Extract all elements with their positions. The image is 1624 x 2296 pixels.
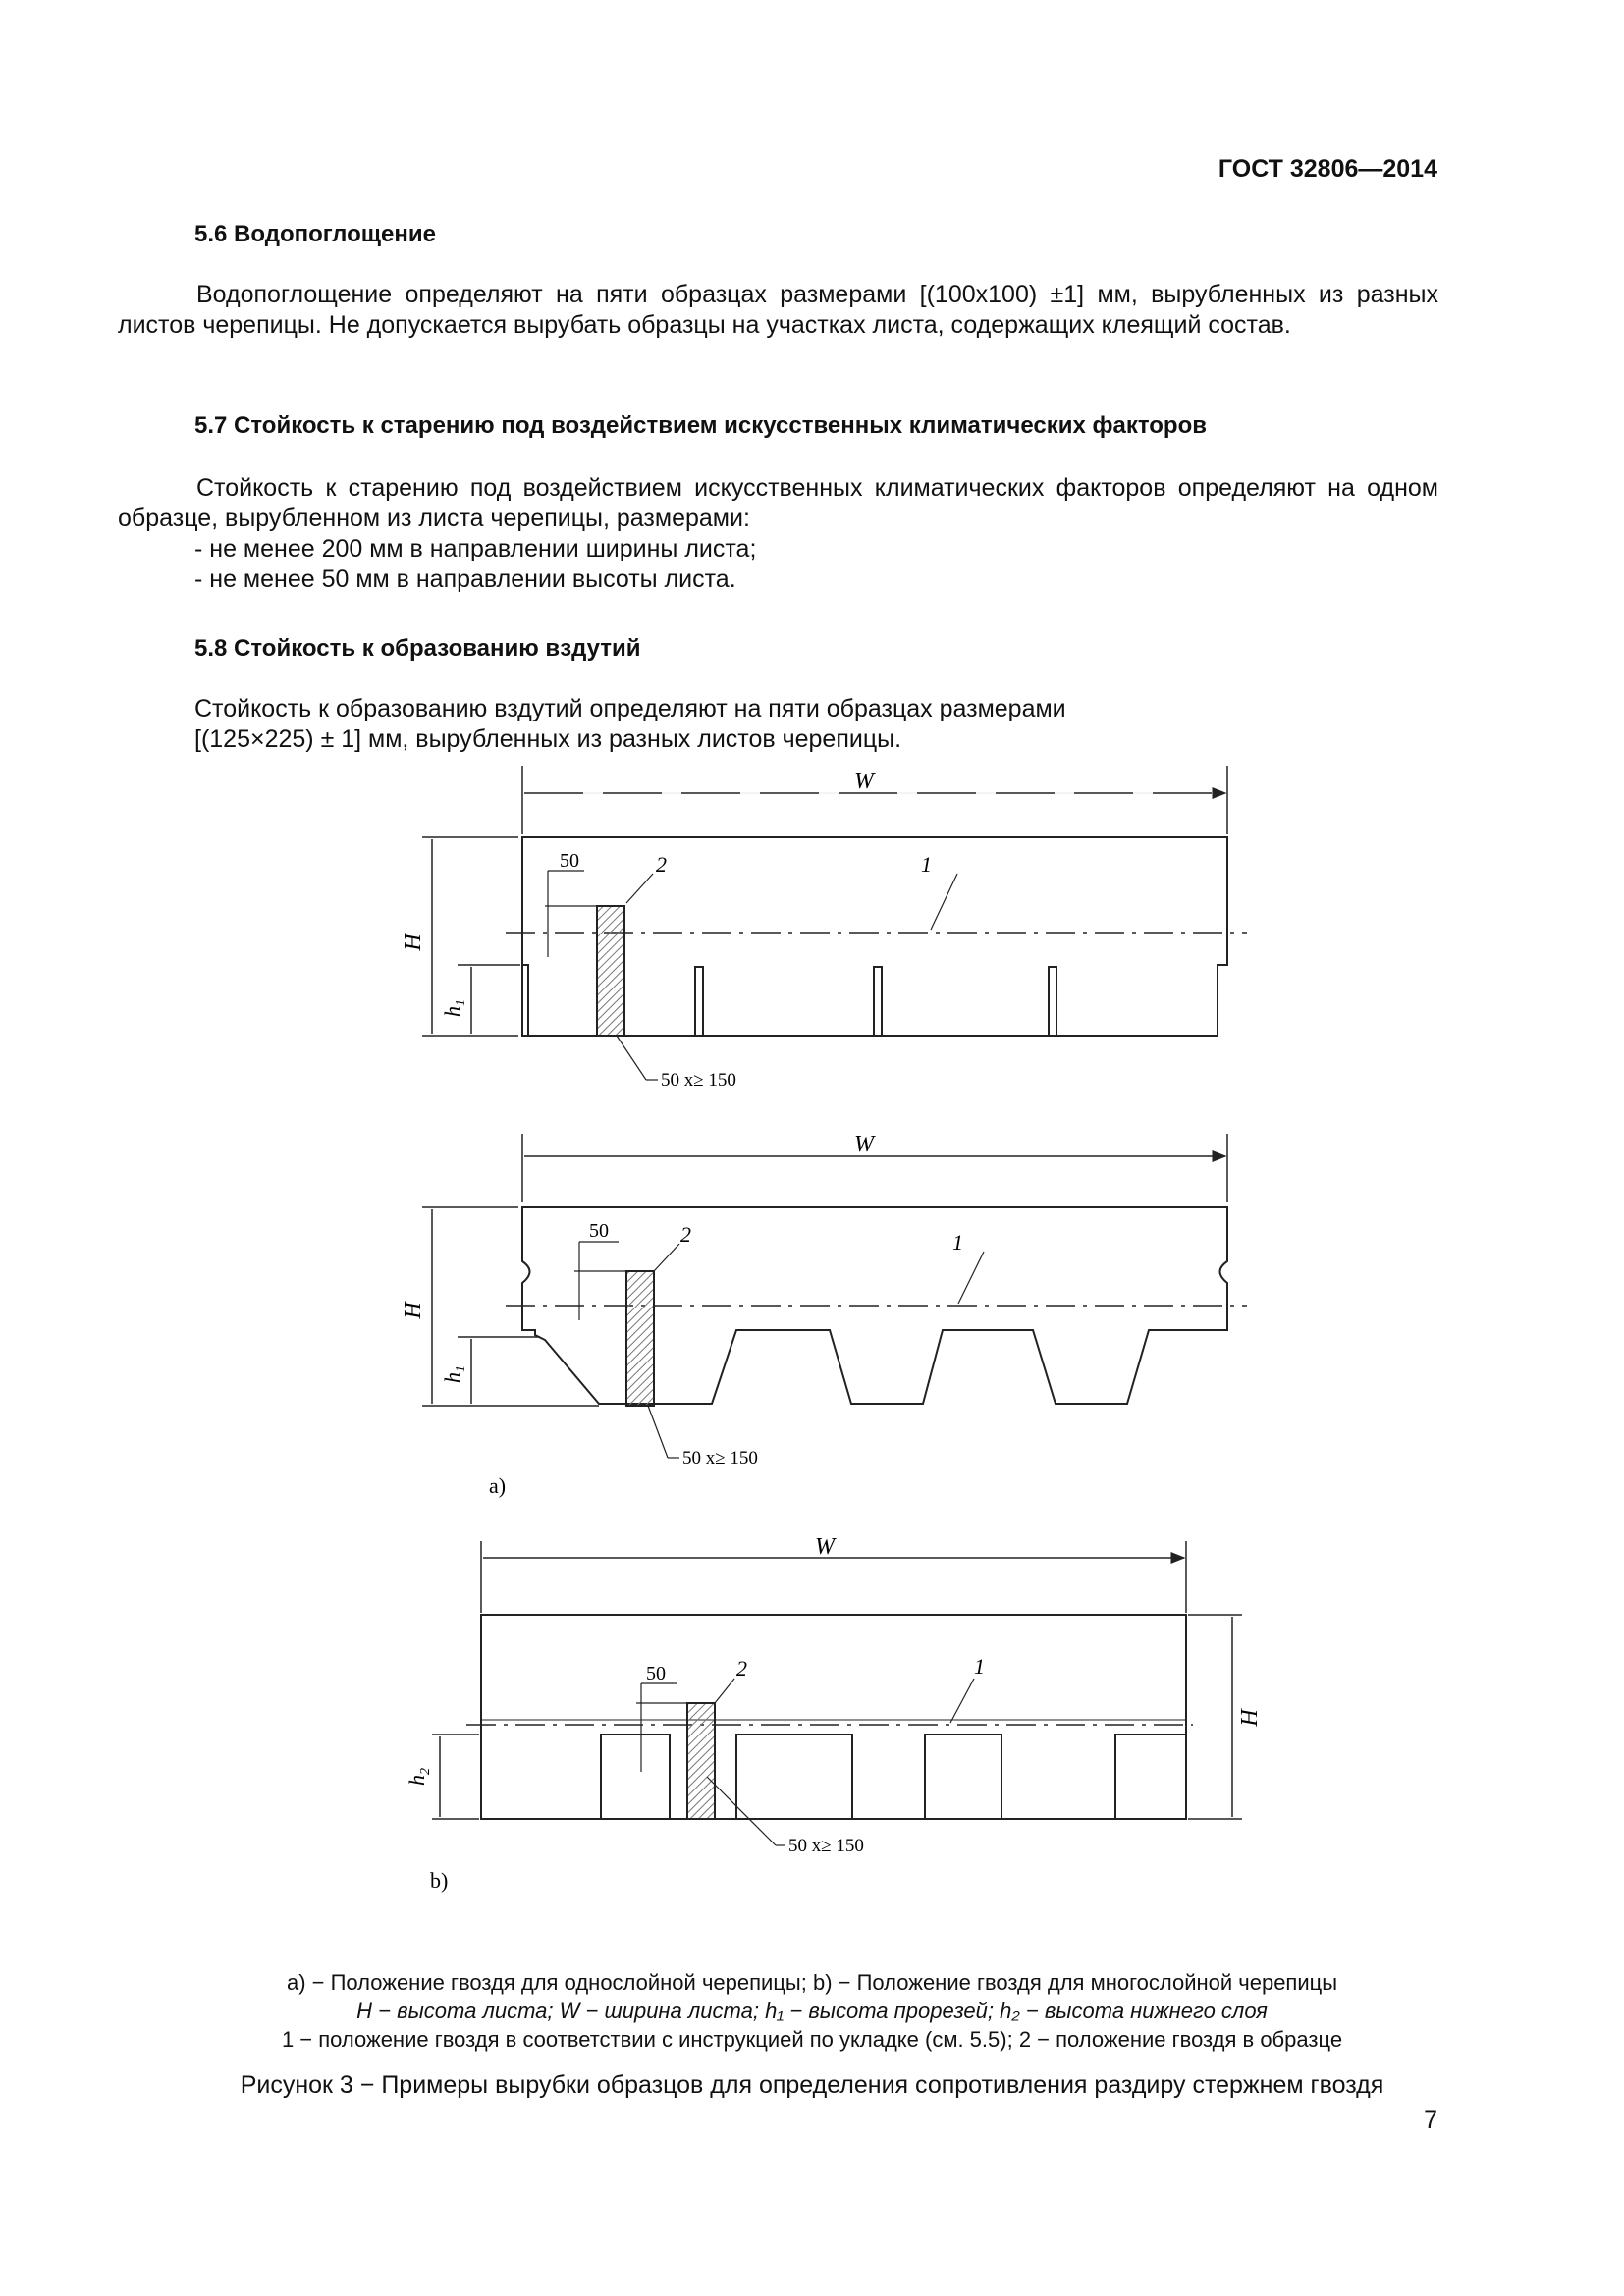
drawing-single-layer-trapezoid	[422, 1134, 1247, 1458]
figure-3-drawing	[373, 761, 1296, 1919]
drawing-multi-layer	[432, 1541, 1242, 1845]
dim-50-label: 50	[646, 1663, 666, 1684]
figure-caption-line: 1 − положение гвоздя в соответствии с инструкцией по укладке (см. 5.5); 2 − положение гвоздя в образце	[281, 2027, 1343, 2052]
dim-H-label: H	[1237, 1709, 1263, 1727]
section-5-8-title: 5.8 Стойкость к образованию вздутий	[194, 635, 641, 662]
figure-title: Рисунок 3 − Примеры вырубки образцов для определения сопротивления раздиру стержнем гвоздя	[240, 2071, 1384, 2099]
dim-W-label: W	[854, 769, 874, 794]
dim-H-label: H	[401, 1302, 426, 1319]
drawing-single-layer-tabs	[422, 766, 1247, 1080]
sample-size-label: 50 х≥ 150	[682, 1448, 758, 1468]
marker-2: 2	[680, 1222, 691, 1247]
dim-h1-label: $h_1$	[440, 1365, 468, 1383]
figure-3	[373, 761, 1296, 1919]
section-5-6-text: Водопоглощение определяют на пяти образцах размерами [(100х100) ±1] мм, вырубленных из разных листов черепицы. Не допускается вырубать образцы на участках листа, содержащих клеящий состав.	[118, 281, 1438, 339]
page-number: 7	[1424, 2107, 1437, 2134]
sample-size-label: 50 х≥ 150	[661, 1070, 736, 1091]
marker-2: 2	[656, 852, 667, 877]
section-5-7-list-item: - не менее 200 мм в направлении ширины листа;	[194, 535, 757, 562]
marker-2: 2	[736, 1656, 747, 1681]
dim-50-label: 50	[589, 1220, 609, 1242]
panel-a-label: а)	[489, 1473, 507, 1498]
marker-1: 1	[952, 1230, 963, 1255]
standard-id: ГОСТ 32806—2014	[1218, 155, 1437, 183]
figure-caption-line: H − высота листа; W − ширина листа; h₁ − высота прорезей; h₂ − высота нижнего слоя	[356, 1999, 1268, 2023]
section-5-8-text-line: Стойкость к образованию вздутий определяют на пяти образцах размерами	[194, 695, 1066, 722]
dim-H-label: H	[401, 934, 426, 951]
dim-h2-label: $h_2$	[405, 1768, 433, 1786]
dim-W-label: W	[815, 1534, 835, 1560]
marker-1: 1	[974, 1654, 985, 1679]
dim-h1-label: $h_1$	[440, 999, 468, 1017]
section-5-6-title: 5.6 Водопоглощение	[194, 221, 436, 247]
section-5-7-title: 5.7 Стойкость к старению под воздействием искусственных климатических факторов	[194, 412, 1208, 439]
section-5-8-text-line: [(125×225) ± 1] мм, вырубленных из разных листов черепицы.	[194, 725, 902, 753]
panel-b-label: b)	[430, 1868, 449, 1893]
dim-W-label: W	[854, 1132, 874, 1157]
section-5-7-list-item: - не менее 50 мм в направлении высоты листа.	[194, 565, 736, 593]
dim-50-label: 50	[560, 850, 579, 872]
sample-size-label: 50 х≥ 150	[788, 1836, 864, 1856]
figure-caption-line: а) − Положение гвоздя для однослойной черепицы; b) − Положение гвоздя для многослойной черепицы	[286, 1970, 1338, 1995]
section-5-7-text: Стойкость к старению под воздействием искусственных климатических факторов определяют на одном образце, вырубленном из листа черепицы, размерами:	[118, 474, 1438, 532]
marker-1: 1	[921, 852, 932, 877]
